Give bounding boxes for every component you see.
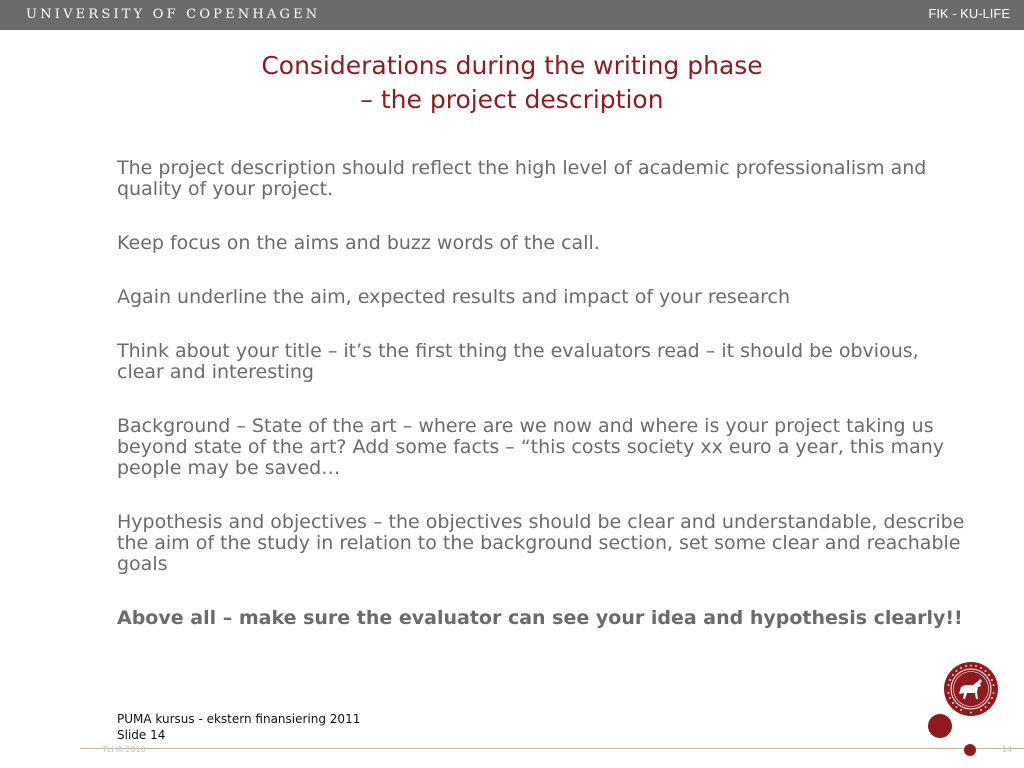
slide-title-line-2: – the project description — [360, 85, 664, 114]
university-seal-icon — [943, 661, 999, 717]
footer-author: TLHA 2010 — [102, 745, 146, 754]
department-label: FIK - KU-LIFE — [928, 6, 1010, 21]
paragraph-academic-quality: The project description should reflect the high level of academic professionalism and quality of your project. — [117, 157, 927, 200]
footer-course-name: PUMA kursus - ekstern finansiering 2011 — [117, 712, 361, 726]
slide-title-line-1: Considerations during the writing phase — [261, 51, 763, 80]
decorative-small-dot — [964, 744, 976, 756]
slide-title — [0, 49, 1024, 117]
footer-course-info — [117, 711, 360, 743]
header-bar — [0, 0, 1024, 30]
footer-page-number: 14 — [1001, 745, 1012, 754]
slide-body — [117, 158, 967, 629]
paragraph-above-all: Above all – make sure the evaluator can see your idea and hypothesis clearly!! — [117, 607, 963, 629]
decorative-large-dot — [928, 714, 952, 738]
paragraph-background: Background – State of the art – where are we now and where is your project taking us beyond state of the art? Add some facts – “this costs society xx euro a year, this many people may be saved… — [117, 415, 945, 479]
paragraph-hypothesis: Hypothesis and objectives – the objectives should be clear and understandable, describe the aim of the study in relation to the background section, set some clear and reachable goals — [117, 511, 965, 575]
footer-slide-label: Slide 14 — [117, 728, 166, 742]
paragraph-title-advice: Think about your title – it’s the first thing the evaluators read – it should be obvious, clear and interesting — [117, 340, 919, 383]
footer-divider — [80, 748, 1024, 749]
paragraph-focus-call: Keep focus on the aims and buzz words of the call. — [117, 232, 600, 254]
paragraph-aim-impact: Again underline the aim, expected results and impact of your research — [117, 286, 791, 308]
university-name: UNIVERSITY OF COPENHAGEN — [26, 7, 321, 22]
